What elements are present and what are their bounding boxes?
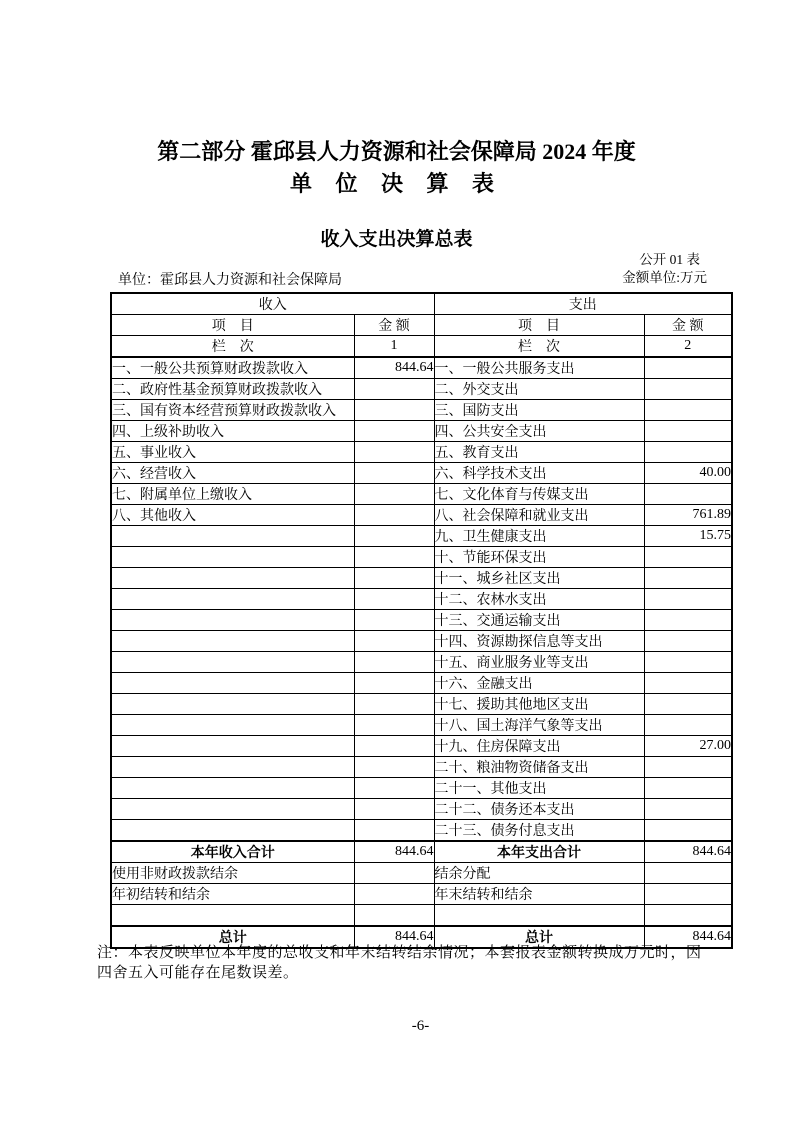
income-amount-cell <box>354 673 434 694</box>
expense-amount-cell <box>644 547 732 568</box>
table-footnote <box>97 944 737 983</box>
income-item-cell <box>111 736 354 757</box>
income-amount-cell <box>354 820 434 842</box>
document-title-line2: 单 位 决 算 表 <box>289 171 503 196</box>
table-row <box>111 736 732 757</box>
table-row <box>111 673 732 694</box>
income-section-header: 收入 <box>111 293 434 315</box>
page-number: -6- <box>411 1018 430 1034</box>
expense-amount-cell <box>644 820 732 842</box>
expense-amount-cell <box>644 694 732 715</box>
expense-amount-cell <box>644 673 732 694</box>
income-amount-cell <box>354 778 434 799</box>
income-amount-cell: 844.64 <box>354 926 434 948</box>
income-item-cell <box>111 589 354 610</box>
expense-amount-cell: 15.75 <box>644 526 732 547</box>
table-row <box>111 379 732 400</box>
income-amount-cell: 844.64 <box>354 841 434 863</box>
income-amount-cell <box>354 652 434 673</box>
expense-item-cell: 十一、城乡社区支出 <box>434 568 644 589</box>
expense-item-cell: 十九、住房保障支出 <box>434 736 644 757</box>
income-expense-summary-table <box>110 292 733 949</box>
expense-item-cell: 十五、商业服务业等支出 <box>434 652 644 673</box>
expense-amount-cell <box>644 905 732 927</box>
income-item-cell: 七、附属单位上缴收入 <box>111 484 354 505</box>
income-column-number: 1 <box>354 336 434 358</box>
income-item-cell: 三、国有资本经营预算财政拨款收入 <box>111 400 354 421</box>
expense-amount-cell <box>644 400 732 421</box>
expense-amount-cell <box>644 568 732 589</box>
table-row <box>111 694 732 715</box>
income-amount-cell <box>354 905 434 927</box>
expense-amount-cell <box>644 421 732 442</box>
expense-amount-cell <box>644 778 732 799</box>
section-header-row <box>111 293 732 315</box>
table-row <box>111 547 732 568</box>
income-amount-cell <box>354 694 434 715</box>
expense-item-cell: 结余分配 <box>434 863 644 884</box>
expense-amount-cell <box>644 631 732 652</box>
income-item-cell <box>111 799 354 820</box>
table-row <box>111 820 732 842</box>
expense-item-cell: 七、文化体育与传媒支出 <box>434 484 644 505</box>
income-amount-cell <box>354 610 434 631</box>
income-item-cell <box>111 610 354 631</box>
income-amount-cell <box>354 463 434 484</box>
income-item-cell: 六、经营收入 <box>111 463 354 484</box>
expense-amount-cell <box>644 589 732 610</box>
table-row <box>111 505 732 526</box>
income-item-cell: 本年收入合计 <box>111 841 354 863</box>
expense-item-cell: 二、外交支出 <box>434 379 644 400</box>
expense-item-cell: 一、一般公共服务支出 <box>434 357 644 379</box>
income-amount-cell <box>354 568 434 589</box>
income-item-cell: 一、一般公共预算财政拨款收入 <box>111 357 354 379</box>
expense-item-cell: 十二、农林水支出 <box>434 589 644 610</box>
income-amount-cell <box>354 505 434 526</box>
income-amount-cell: 844.64 <box>354 357 434 379</box>
income-item-cell: 使用非财政拨款结余 <box>111 863 354 884</box>
table-code-label: 公开 01 表 <box>639 252 700 267</box>
expense-amount-cell <box>644 379 732 400</box>
table-row <box>111 863 732 884</box>
income-item-cell <box>111 715 354 736</box>
income-item-cell <box>111 757 354 778</box>
expense-item-cell: 十四、资源勘探信息等支出 <box>434 631 644 652</box>
column-header-row <box>111 315 732 336</box>
income-item-cell: 总计 <box>111 926 354 948</box>
expense-item-cell: 二十、粮油物资储备支出 <box>434 757 644 778</box>
income-item-cell <box>111 673 354 694</box>
income-amount-cell <box>354 757 434 778</box>
expense-item-cell: 本年支出合计 <box>434 841 644 863</box>
expense-item-cell: 总计 <box>434 926 644 948</box>
income-amount-cell <box>354 379 434 400</box>
expense-item-cell <box>434 905 644 927</box>
expense-amount-column-header: 金 额 <box>644 315 732 336</box>
income-amount-cell <box>354 400 434 421</box>
income-amount-cell <box>354 863 434 884</box>
expense-amount-cell <box>644 484 732 505</box>
expense-amount-cell <box>644 610 732 631</box>
income-amount-cell <box>354 736 434 757</box>
table-title: 收入支出决算总表 <box>320 229 473 250</box>
table-row <box>111 652 732 673</box>
expense-amount-cell <box>644 442 732 463</box>
table-row <box>111 442 732 463</box>
expense-rank-label: 栏 次 <box>434 336 644 358</box>
income-item-cell <box>111 778 354 799</box>
expense-amount-cell <box>644 715 732 736</box>
expense-item-cell: 十六、金融支出 <box>434 673 644 694</box>
income-amount-cell <box>354 526 434 547</box>
income-item-cell: 五、事业收入 <box>111 442 354 463</box>
income-item-cell: 年初结转和结余 <box>111 884 354 905</box>
unit-name-label: 单位：霍邱县人力资源和社会保障局 <box>118 273 342 288</box>
table-row <box>111 526 732 547</box>
expense-item-cell: 六、科学技术支出 <box>434 463 644 484</box>
income-rank-label: 栏 次 <box>111 336 354 358</box>
expense-amount-cell <box>644 863 732 884</box>
amount-unit-label: 金额单位:万元 <box>622 270 707 285</box>
income-amount-cell <box>354 715 434 736</box>
expense-section-header: 支出 <box>434 293 732 315</box>
document-title-line1: 第二部分 霍邱县人力资源和社会保障局 2024 年度 <box>157 139 636 164</box>
income-item-cell <box>111 694 354 715</box>
footnote-line1: 注：本表反映单位本年度的总收支和年末结转结余情况；本套报表金额转换成万元时，因 <box>97 945 702 961</box>
income-item-cell <box>111 568 354 589</box>
expense-amount-cell: 40.00 <box>644 463 732 484</box>
table-row <box>111 841 732 863</box>
table-row <box>111 799 732 820</box>
income-item-cell: 四、上级补助收入 <box>111 421 354 442</box>
expense-amount-cell <box>644 652 732 673</box>
table-row <box>111 421 732 442</box>
expense-amount-cell <box>644 884 732 905</box>
table-row <box>111 484 732 505</box>
expense-amount-cell: 844.64 <box>644 841 732 863</box>
income-amount-cell <box>354 799 434 820</box>
expense-item-cell: 八、社会保障和就业支出 <box>434 505 644 526</box>
income-amount-cell <box>354 884 434 905</box>
income-item-cell: 二、政府性基金预算财政拨款收入 <box>111 379 354 400</box>
expense-item-cell: 三、国防支出 <box>434 400 644 421</box>
table-row <box>111 357 732 379</box>
expense-amount-cell: 27.00 <box>644 736 732 757</box>
table-row <box>111 757 732 778</box>
income-item-column-header: 项 目 <box>111 315 354 336</box>
expense-item-cell: 十三、交通运输支出 <box>434 610 644 631</box>
expense-column-number: 2 <box>644 336 732 358</box>
expense-amount-cell <box>644 799 732 820</box>
table-row <box>111 568 732 589</box>
table-row <box>111 463 732 484</box>
table-row <box>111 610 732 631</box>
income-amount-cell <box>354 589 434 610</box>
table-row <box>111 778 732 799</box>
income-item-cell <box>111 631 354 652</box>
expense-item-cell: 年末结转和结余 <box>434 884 644 905</box>
expense-item-cell: 二十二、债务还本支出 <box>434 799 644 820</box>
expense-item-cell: 十八、国土海洋气象等支出 <box>434 715 644 736</box>
income-amount-cell <box>354 442 434 463</box>
expense-item-cell: 五、教育支出 <box>434 442 644 463</box>
income-item-cell <box>111 652 354 673</box>
income-item-cell <box>111 905 354 927</box>
column-number-row <box>111 336 732 358</box>
expense-item-column-header: 项 目 <box>434 315 644 336</box>
expense-amount-cell <box>644 757 732 778</box>
income-amount-cell <box>354 484 434 505</box>
expense-item-cell: 九、卫生健康支出 <box>434 526 644 547</box>
income-item-cell <box>111 547 354 568</box>
income-amount-column-header: 金 额 <box>354 315 434 336</box>
table-row <box>111 631 732 652</box>
income-amount-cell <box>354 421 434 442</box>
table-row <box>111 400 732 421</box>
income-item-cell <box>111 526 354 547</box>
expense-item-cell: 十、节能环保支出 <box>434 547 644 568</box>
table-row <box>111 905 732 927</box>
expense-amount-cell <box>644 357 732 379</box>
income-amount-cell <box>354 547 434 568</box>
table-meta-block <box>622 251 707 287</box>
footnote-line2: 四舍五入可能存在尾数误差。 <box>97 964 299 981</box>
expense-amount-cell: 761.89 <box>644 505 732 526</box>
expense-item-cell: 四、公共安全支出 <box>434 421 644 442</box>
table-row <box>111 589 732 610</box>
income-amount-cell <box>354 631 434 652</box>
table-row <box>111 884 732 905</box>
expense-item-cell: 十七、援助其他地区支出 <box>434 694 644 715</box>
expense-amount-cell: 844.64 <box>644 926 732 948</box>
table-row <box>111 715 732 736</box>
income-item-cell: 八、其他收入 <box>111 505 354 526</box>
income-item-cell <box>111 820 354 842</box>
expense-item-cell: 二十一、其他支出 <box>434 778 644 799</box>
expense-item-cell: 二十三、债务付息支出 <box>434 820 644 842</box>
